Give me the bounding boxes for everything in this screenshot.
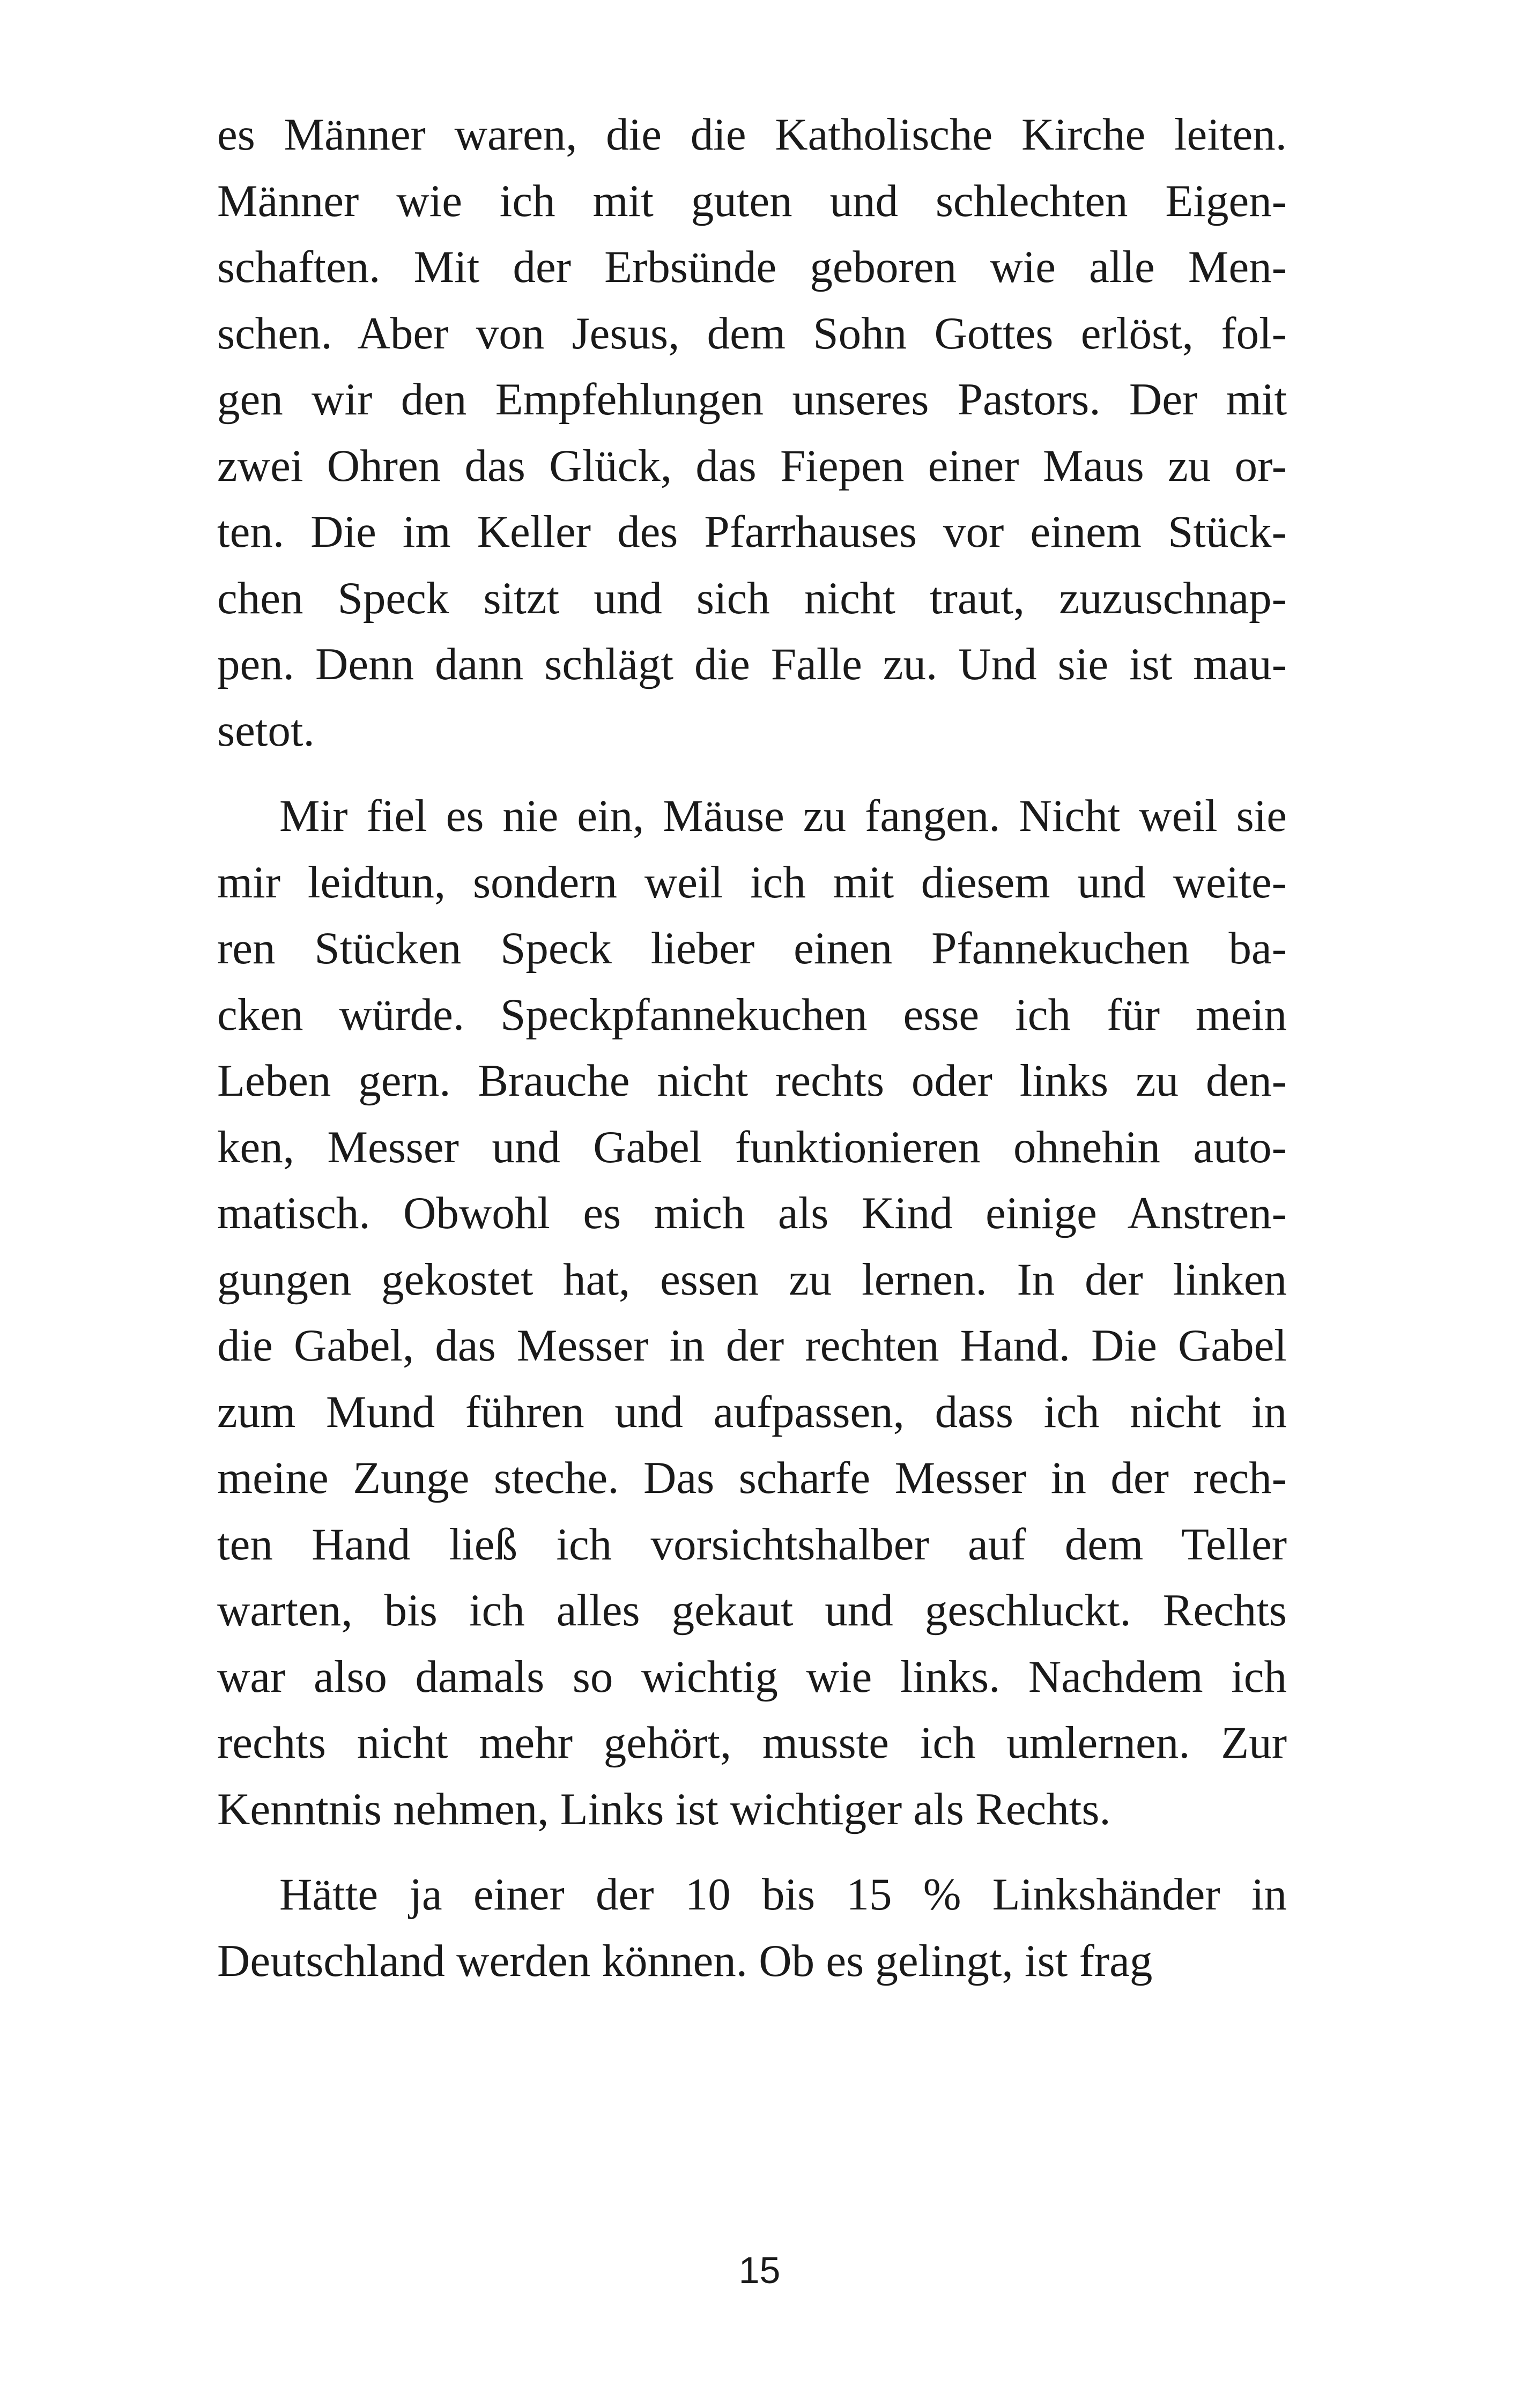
text-line: ren Stücken Speck lieber einen Pfannekuchen ba- (217, 923, 1287, 973)
text-line: schaften. Mit der Erbsünde geboren wie alle Men- (217, 242, 1287, 292)
paragraph (217, 1862, 1287, 1994)
text-line: warten, bis ich alles gekaut und geschluckt. Rechts (217, 1585, 1287, 1636)
text-line: Leben gern. Brauche nicht rechts oder links zu den- (217, 1056, 1287, 1106)
text-line: es Männer waren, die die Katholische Kirche leiten. (217, 109, 1287, 160)
text-line: cken würde. Speckpfannekuchen esse ich für mein (217, 989, 1287, 1040)
text-line: schen. Aber von Jesus, dem Sohn Gottes erlöst, fol- (217, 308, 1287, 359)
text-line: rechts nicht mehr gehört, musste ich umlernen. Zur (217, 1718, 1287, 1768)
page-number: 15 (738, 2249, 781, 2291)
text-line: ten Hand ließ ich vorsichtshalber auf dem Teller (217, 1519, 1287, 1570)
text-line: ken, Messer und Gabel funktionieren ohnehin auto- (217, 1121, 1287, 1172)
text-line: Deutschland werden können. Ob es gelingt, ist frag (217, 1935, 1153, 1986)
text-line: Männer wie ich mit guten und schlechten Eigen- (217, 175, 1287, 226)
text-line: ten. Die im Keller des Pfarrhauses vor einem Stück- (217, 507, 1287, 557)
body-text (217, 102, 1287, 1994)
text-line: mir leidtun, sondern weil ich mit diesem und weite- (217, 857, 1287, 908)
paragraph (217, 102, 1287, 764)
text-line: Mir fiel es nie ein, Mäuse zu fangen. Nicht weil sie (279, 791, 1287, 841)
text-line: zum Mund führen und aufpassen, dass ich nicht in (217, 1386, 1287, 1437)
text-line: gungen gekostet hat, essen zu lernen. In der linken (217, 1254, 1287, 1305)
text-line: Hätte ja einer der 10 bis 15 % Linkshänder in (279, 1869, 1287, 1920)
text-line: pen. Denn dann schlägt die Falle zu. Und sie ist mau- (217, 639, 1287, 689)
text-line: chen Speck sitzt und sich nicht traut, zuzuschnap- (217, 573, 1287, 623)
text-line: gen wir den Empfehlungen unseres Pastors. Der mit (217, 374, 1287, 425)
paragraph (217, 783, 1287, 1842)
text-line: matisch. Obwohl es mich als Kind einige Anstren- (217, 1188, 1287, 1238)
text-line: zwei Ohren das Glück, das Fiepen einer Maus zu or- (217, 440, 1287, 491)
text-line: Kenntnis nehmen, Links ist wichtiger als Rechts. (217, 1783, 1111, 1834)
text-line: war also damals so wichtig wie links. Nachdem ich (217, 1651, 1287, 1702)
text-line: die Gabel, das Messer in der rechten Hand. Die Gabel (217, 1320, 1287, 1371)
paragraph-gap (217, 764, 1287, 783)
text-line: meine Zunge steche. Das scharfe Messer in der rech- (217, 1453, 1287, 1503)
text-line: setot. (217, 705, 315, 756)
paragraph-gap (217, 1842, 1287, 1862)
